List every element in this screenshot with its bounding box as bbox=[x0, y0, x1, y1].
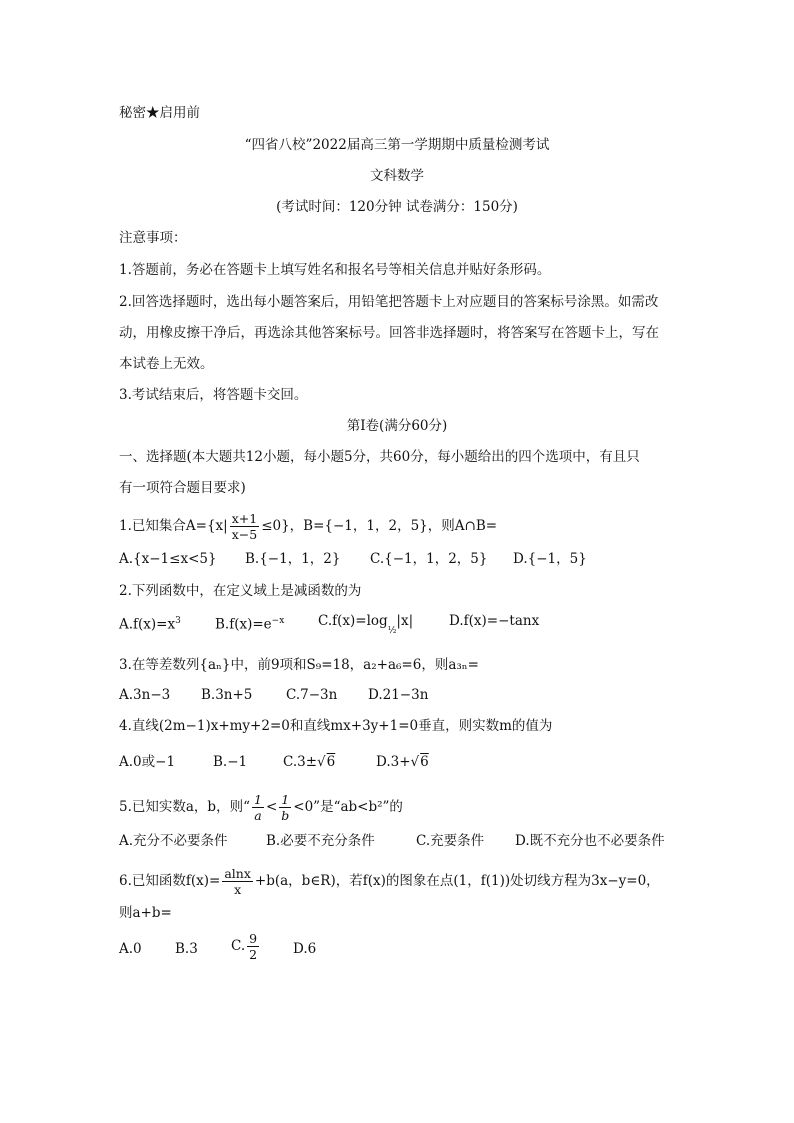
q5-option-a: A.充分不必要条件 bbox=[119, 833, 228, 849]
q6-c-text: C. bbox=[231, 938, 246, 954]
q6-c-num: 9 bbox=[249, 931, 258, 946]
q2-c-sub: ½ bbox=[387, 626, 397, 636]
question-4-stem: 4.直线(2m−1)x+my+2=0和直线mx+3y+1=0垂直，则实数m的值为 bbox=[119, 718, 553, 734]
q3-option-b: B.3n+5 bbox=[201, 687, 253, 703]
q1-suffix: ≤0}，B={−1，1，2，5}，则A∩B= bbox=[261, 518, 498, 534]
note-2-line-2: 动，用橡皮擦干净后，再选涂其他答案标号。回答非选择题时，将答案写在答题卡上，写在 bbox=[119, 325, 659, 341]
q1-fraction bbox=[230, 511, 259, 542]
q1-option-b: B.{−1，1，2} bbox=[245, 551, 341, 567]
q2-b-sup: −x bbox=[271, 616, 285, 626]
q3-option-d: D.21−3n bbox=[368, 687, 429, 703]
q1-frac-num: x+1 bbox=[231, 511, 258, 526]
exam-subject: 文科数学 bbox=[370, 168, 424, 184]
q4-option-d: D.3+√6 bbox=[376, 754, 429, 770]
note-2-line-3: 本试卷上无效。 bbox=[119, 356, 214, 372]
q6-prefix: 6.已知函数f(x)= bbox=[119, 873, 221, 889]
q1-prefix: 1.已知集合A={x| bbox=[119, 518, 228, 534]
q5-f1-num: 1 bbox=[253, 792, 262, 807]
confidential-label: 秘密★启用前 bbox=[119, 105, 200, 121]
section-title-line-1: 一、选择题(本大题共12小题，每小题5分，共60分，每小题给出的四个选项中，有且只 bbox=[119, 449, 640, 465]
q4-c-radicand: 6 bbox=[326, 754, 336, 770]
note-2-line-1: 2.回答选择题时，选出每小题答案后，用铅笔把答题卡上对应题目的答案标号涂黑。如需改 bbox=[119, 294, 659, 310]
q6-suffix: +b(a，b∈R)，若f(x)的图象在点(1，f(1))处切线方程为3x−y=0， bbox=[254, 873, 660, 889]
note-3: 3.考试结束后，将答题卡交回。 bbox=[119, 387, 308, 403]
question-6-line-2: 则a+b= bbox=[119, 905, 172, 921]
section-title-line-2: 有一项符合题目要求) bbox=[119, 480, 246, 496]
q5-option-d: D.既不充分也不必要条件 bbox=[515, 833, 665, 849]
volume-heading: 第Ⅰ卷(满分60分) bbox=[346, 418, 448, 434]
q2-option-d: D.f(x)=−tanx bbox=[449, 613, 540, 629]
q6-frac-num: alnx bbox=[224, 866, 251, 881]
q2-b-text: B.f(x)=e bbox=[215, 616, 272, 633]
question-2-stem: 2.下列函数中，在定义域上是减函数的为 bbox=[119, 583, 362, 599]
q2-c-text: C.f(x)=log bbox=[318, 613, 388, 629]
q5-prefix: 5.已知实数a，b，则“ bbox=[119, 799, 250, 815]
q6-fraction bbox=[222, 866, 253, 897]
q5-f1-den: a bbox=[254, 808, 262, 823]
note-1: 1.答题前，务必在答题卡上填写姓名和报名号等相关信息并贴好条形码。 bbox=[119, 262, 551, 278]
q2-a-text: A.f(x)=x bbox=[119, 616, 176, 633]
q6-option-a: A.0 bbox=[119, 941, 142, 957]
q2-a-sup: 3 bbox=[175, 616, 181, 626]
q6-option-b: B.3 bbox=[175, 941, 198, 957]
q5-f2-den: b bbox=[281, 808, 290, 823]
q5-lt: < bbox=[265, 799, 278, 815]
q5-option-c: C.充要条件 bbox=[416, 833, 485, 849]
question-5-stem bbox=[119, 792, 403, 823]
q6-option-c bbox=[231, 931, 261, 962]
q5-suffix: <0”是“ab<b²”的 bbox=[293, 799, 403, 815]
q3-option-a: A.3n−3 bbox=[119, 687, 171, 703]
q4-d-radicand: 6 bbox=[420, 754, 429, 770]
q1-frac-den: x−5 bbox=[231, 527, 258, 542]
q2-c-post: |x| bbox=[396, 613, 414, 629]
exam-info: (考试时间：120分钟 试卷满分：150分) bbox=[276, 199, 518, 215]
question-3-stem: 3.在等差数列{aₙ}中，前9项和S₉=18，a₂+a₆=6，则a₃ₙ= bbox=[119, 657, 479, 673]
q5-fraction-1 bbox=[252, 792, 264, 823]
q2-option-b bbox=[215, 611, 284, 635]
q4-option-a: A.0或−1 bbox=[119, 754, 176, 770]
question-6-stem bbox=[119, 866, 660, 897]
q6-c-fraction bbox=[247, 931, 259, 962]
q4-option-c: C.3±√6 bbox=[283, 754, 336, 770]
q1-option-c: C.{−1，1，2，5} bbox=[370, 551, 488, 567]
exam-title: “四省八校”2022届高三第一学期期中质量检测考试 bbox=[244, 137, 550, 153]
q1-option-a: A.{x−1≤x<5} bbox=[119, 551, 217, 567]
q4-c-text: C.3± bbox=[283, 754, 318, 770]
q3-option-c: C.7−3n bbox=[286, 687, 338, 703]
q5-fraction-2 bbox=[279, 792, 291, 823]
q2-option-a bbox=[119, 611, 181, 635]
q6-frac-den: x bbox=[234, 882, 242, 897]
notes-heading: 注意事项： bbox=[119, 230, 187, 246]
q6-option-d: D.6 bbox=[293, 941, 317, 957]
q1-option-d: D.{−1，5} bbox=[513, 551, 587, 567]
q6-c-den: 2 bbox=[249, 947, 258, 962]
q4-d-text: D.3+ bbox=[376, 754, 411, 770]
question-1-stem bbox=[119, 511, 497, 542]
q2-option-c bbox=[318, 611, 413, 641]
q5-option-b: B.必要不充分条件 bbox=[266, 833, 375, 849]
q4-option-b: B.−1 bbox=[213, 754, 248, 770]
q5-f2-num: 1 bbox=[281, 792, 290, 807]
